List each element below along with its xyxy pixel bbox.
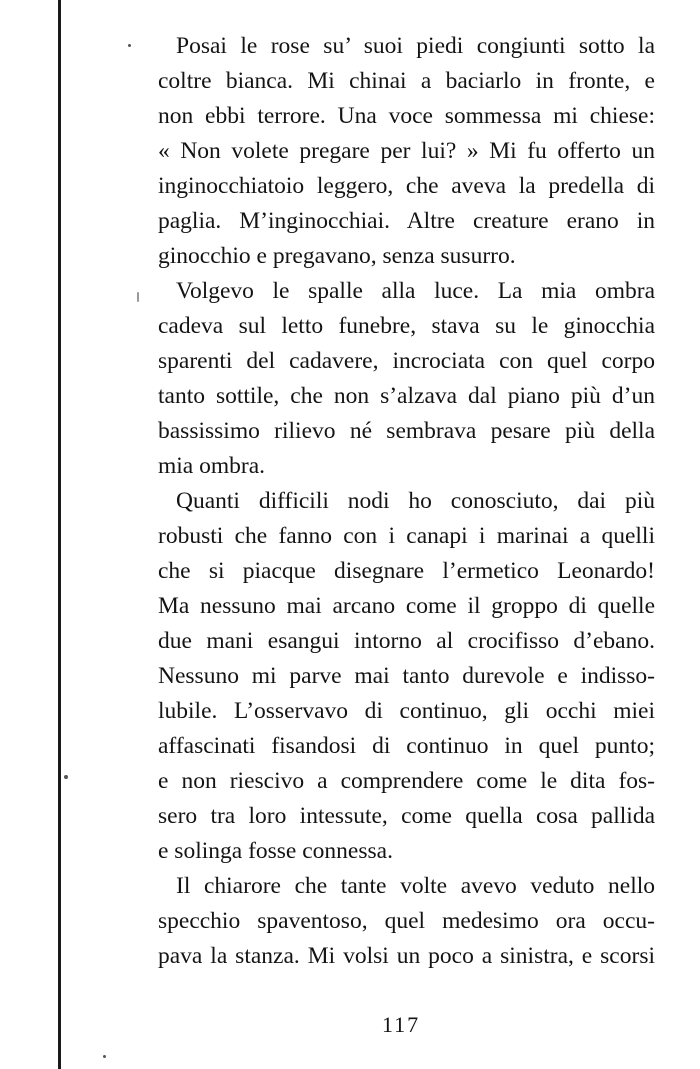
scan-speck: [128, 44, 131, 47]
text-line: ginocchio e pregavano, senza susurro.: [158, 243, 516, 269]
scan-speck: [103, 1055, 106, 1058]
paragraph-2: [158, 274, 655, 484]
text-line: specchio spaventoso, quel medesimo ora occu-: [158, 908, 655, 934]
page-number: 117: [382, 1012, 421, 1037]
text-line: « Non volete pregare per lui? » Mi fu offerto un: [158, 138, 655, 164]
text-line: Posai le rose su’ suoi piedi congiunti sotto la: [176, 33, 655, 59]
text-line: due mani esangui intorno al crocifisso d’ebano.: [158, 628, 655, 654]
text-line: inginocchiatoio leggero, che aveva la predella di: [158, 173, 655, 199]
text-line: cadeva sul letto funebre, stava su le ginocchia: [158, 313, 655, 339]
scan-binding-edge: [58, 0, 61, 1069]
text-line: Quanti difficili nodi ho conosciuto, dai più: [176, 488, 655, 514]
text-line: Volgevo le spalle alla luce. La mia ombra: [176, 278, 655, 304]
text-line: bassissimo rilievo né sembrava pesare più della: [158, 418, 655, 444]
paragraph-3: [158, 484, 655, 869]
text-line: coltre bianca. Mi chinai a baciarlo in fronte, e: [158, 68, 655, 94]
text-line: pava la stanza. Mi volsi un poco a sinistra, e scorsi: [158, 943, 655, 969]
paragraph-1: [158, 29, 655, 274]
text-line: sero tra loro intessute, come quella cosa pallida: [158, 803, 655, 829]
text-line: affascinati fisandosi di continuo in quel punto;: [158, 733, 655, 759]
text-line: tanto sottile, che non s’alzava dal piano più d’un: [158, 383, 655, 409]
text-line: mia ombra.: [158, 453, 266, 479]
page-body-text: [158, 29, 655, 974]
text-line: paglia. M’inginocchiai. Altre creature erano in: [158, 208, 655, 234]
text-line: lubile. L’osservavo di continuo, gli occhi miei: [158, 698, 655, 724]
text-line: sparenti del cadavere, incrociata con quel corpo: [158, 348, 655, 374]
text-line: Ma nessuno mai arcano come il groppo di quelle: [158, 593, 655, 619]
text-line: che si piacque disegnare l’ermetico Leonardo!: [158, 558, 655, 584]
text-line: Nessuno mi parve mai tanto durevole e indisso-: [158, 663, 655, 689]
paragraph-4: [158, 869, 655, 974]
scan-speck: [64, 775, 68, 779]
scan-speck: [137, 292, 139, 302]
text-line: e solinga fosse connessa.: [158, 838, 393, 864]
text-line: robusti che fanno con i canapi i marinai a quelli: [158, 523, 655, 549]
text-line: e non riescivo a comprendere come le dita fos-: [158, 768, 655, 794]
text-line: non ebbi terrore. Una voce sommessa mi chiese:: [158, 103, 655, 129]
text-line: Il chiarore che tante volte avevo veduto nello: [176, 873, 655, 899]
